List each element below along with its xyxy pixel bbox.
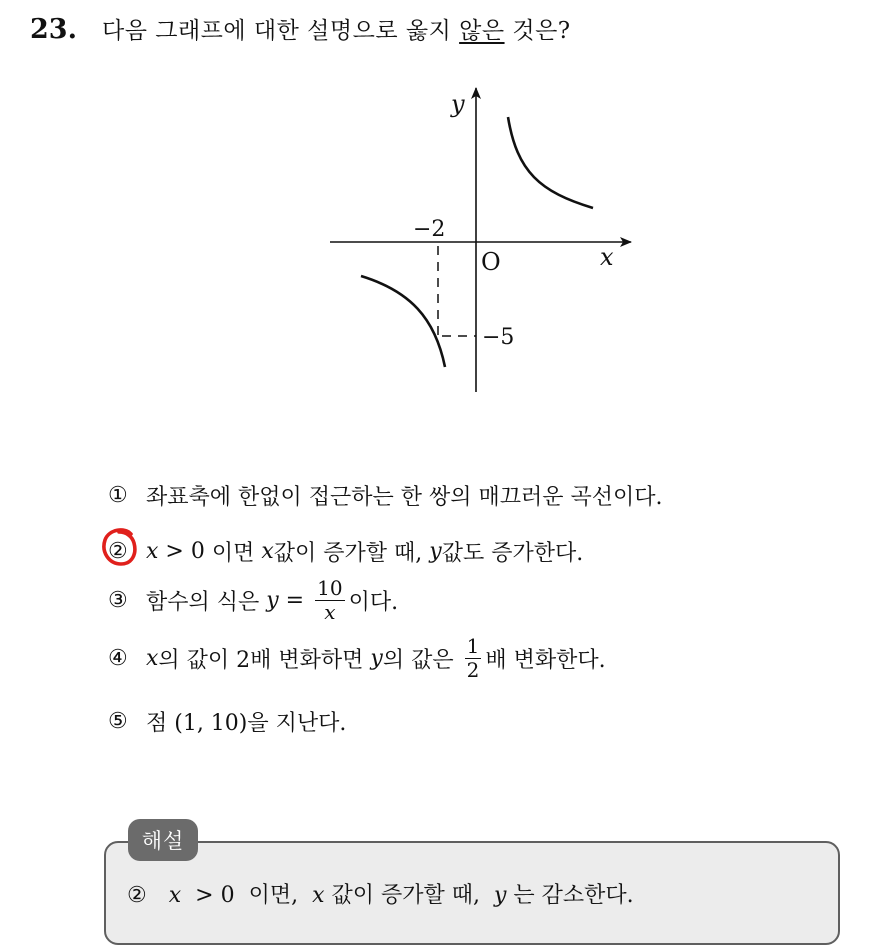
question-header [30,12,571,52]
var-x: x [261,539,274,564]
choice-number: ④ [108,646,128,671]
choice-text: 좌표축에 한없이 접근하는 한 쌍의 매끄러운 곡선이다. [146,485,663,510]
text: 이다. [348,590,399,615]
answer-mark-circle [101,526,139,568]
choice-number: ① [108,483,128,508]
fraction [315,578,344,623]
choice-5[interactable] [108,706,346,737]
var-x: x [312,883,325,908]
op-text: > 0 [158,539,205,564]
question-number: 23. [30,14,77,45]
text: 의 값은 [382,648,461,673]
y-tick-label: −5 [482,325,515,350]
op-text: > 0 [188,883,235,908]
choice-text: 점 (1, 10)을 지난다. [146,711,347,736]
origin-label: O [481,248,501,276]
text: 이면, [241,883,306,908]
text: 의 값이 2배 변화하면 [158,648,371,673]
x-tick-label: −2 [413,217,446,242]
text: 는 감소한다. [513,883,634,908]
choice-1[interactable] [108,480,663,511]
hyperbola-graph [325,82,645,400]
choice-2[interactable] [108,536,583,567]
solution-text [127,878,634,909]
choice-number: ② [108,539,128,564]
var-x: x [146,539,159,564]
var-x: x [146,646,159,671]
choice-number: ③ [108,588,128,613]
fraction-denominator: 2 [466,658,480,682]
choice-4[interactable] [108,636,606,681]
var-y: y [493,883,507,908]
solution-tab: 해설 [128,819,198,861]
choice-number: ⑤ [108,709,128,734]
fraction-numerator: 10 [317,576,343,600]
equals-sign: = [278,588,312,613]
curve-third-quadrant [361,276,445,367]
var-y: y [370,646,383,671]
fraction-denominator: x [324,600,336,624]
text: 이면 [204,541,262,566]
text: 배 변화한다. [485,648,606,673]
question-text [102,12,571,45]
fraction-numerator: 1 [466,634,480,658]
text: 값이 증가할 때, [273,541,430,566]
question-text-before: 다음 그래프에 대한 설명으로 옳지 [102,18,460,44]
text: 값도 증가한다. [441,541,584,566]
y-axis-label: y [451,90,465,118]
var-y: y [266,588,279,613]
question-text-underlined: 않은 [459,18,505,44]
var-x: x [168,883,182,908]
text: 값이 증가할 때, [331,883,487,908]
curve-first-quadrant [508,117,593,208]
x-axis-label: x [600,243,614,271]
fraction [465,636,482,681]
question-text-after: 것은? [504,18,571,44]
text: 함수의 식은 [146,590,267,615]
choice-3[interactable] [108,578,398,623]
var-y: y [429,539,442,564]
solution-number: ② [127,883,147,908]
